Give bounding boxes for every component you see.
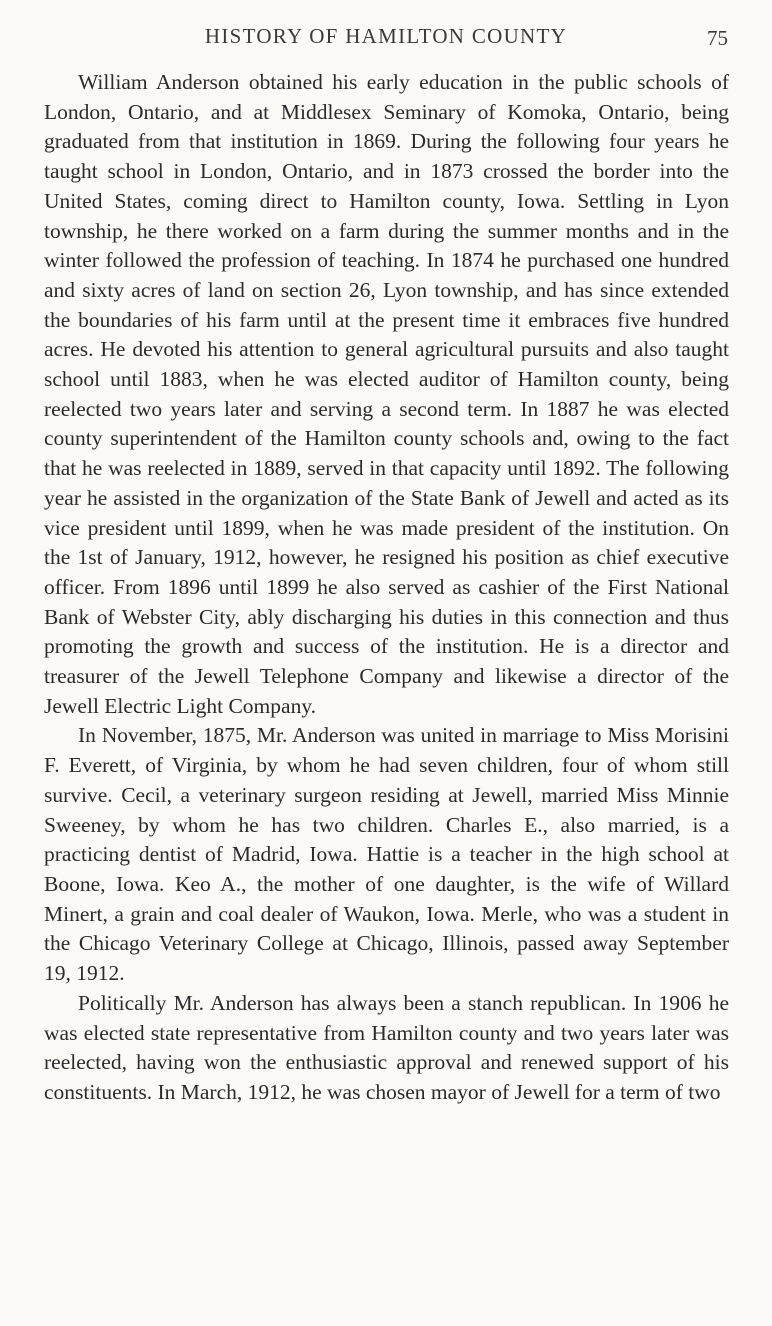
paragraph-marriage-family: In November, 1875, Mr. Anderson was united in marriage to Miss Morisini F. Everett, of Virginia, by whom he had seven children, four of whom still survive. Cecil, a veterinary surgeon residing at Jewell, married Miss Minnie Sweeney, by whom he has two children. Charles E., also married, is a practicing dentist of Madrid, Iowa. Hattie is a teacher in the high school at Boone, Iowa. Keo A., the mother of one daughter, is the wife of Willard Minert, a grain and coal dealer of Waukon, Iowa. Merle, who was a student in the Chicago Veterinary College at Chicago, Illinois, passed away September 19, 1912. bbox=[44, 723, 729, 986]
running-head bbox=[44, 22, 728, 52]
body-text bbox=[44, 68, 729, 1108]
page-number: 75 bbox=[707, 26, 728, 50]
running-title: HISTORY OF HAMILTON COUNTY bbox=[204, 24, 568, 48]
paragraph-education-career: William Anderson obtained his early education in the public schools of London, Ontario, and at Middlesex Seminary of Komoka, Ontario, being graduated from that institution in 1869. During the following four years he taught school in London, Ontario, and in 1873 crossed the border into the United States, coming direct to Hamilton county, Iowa. Settling in Lyon township, he there worked on a farm during the summer months and in the winter followed the profession of teaching. In 1874 he purchased one hundred and sixty acres of land on section 26, Lyon township, and has since extended the boundaries of his farm until at the present time it embraces five hundred acres. He devoted his attention to general agricultural pursuits and also taught school until 1883, when he was elected auditor of Hamilton county, being reelected two years later and serving a second term. In 1887 he was elected county superintendent of the Hamilton county schools and, owing to the fact that he was reelected in 1889, served in that capacity until 1892. The following year he assisted in the organization of the State Bank of Jewell and acted as its vice president until 1899, when he was made president of the institution. On the 1st of January, 1912, however, he resigned his position as chief executive officer. From 1896 until 1899 he also served as cashier of the First National Bank of Webster City, ably discharging his duties in this connection and thus promoting the growth and success of the institution. He is a director and treasurer of the Jewell Telephone Company and likewise a director of the Jewell Electric Light Company. bbox=[44, 70, 729, 718]
paragraph-politics: Politically Mr. Anderson has always been a stanch republican. In 1906 he was elected state representative from Hamilton county and two years later was reelected, having won the enthusiastic approval and renewed support of his constituents. In March, 1912, he was chosen mayor of Jewell for a term of two bbox=[44, 990, 729, 1104]
